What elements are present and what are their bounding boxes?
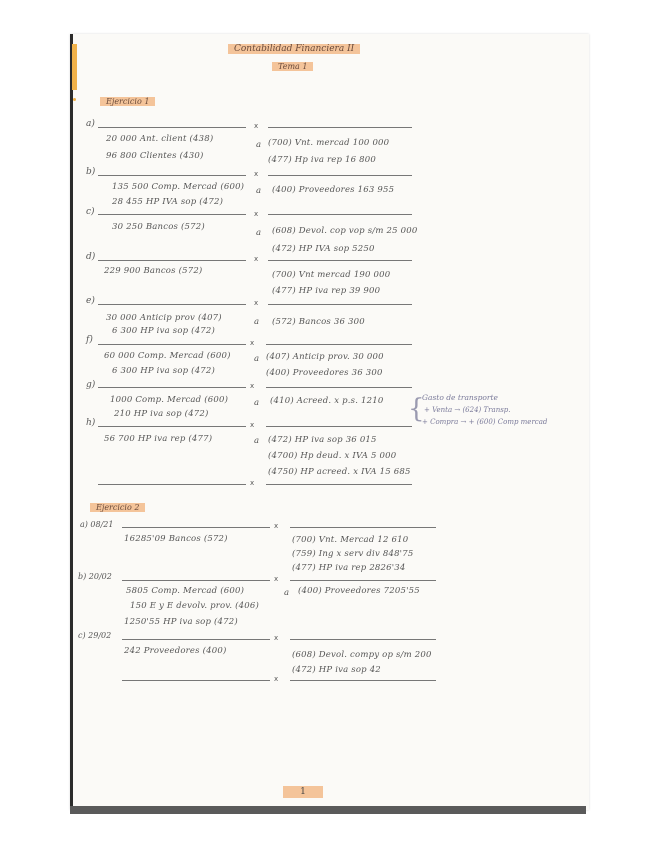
entry2-c-rule-left [122, 639, 270, 640]
entry2-c-close-rule-left [122, 680, 270, 681]
entry2-a-credit-3: (477) HP iva rep 2826'34 [292, 563, 406, 573]
note-line-3: + Compra → + (600) Comp mercad [422, 418, 548, 426]
page-title: Contabilidad Financiera II [228, 44, 360, 54]
entry-e-credit-1: (572) Bancos 36 300 [272, 317, 365, 327]
entry-c-a: a [256, 228, 262, 238]
note-line-1: Gasto de transporte [422, 393, 498, 402]
entry-b-x: x [254, 170, 259, 178]
entry-f-debit-1: 60 000 Comp. Mercad (600) [104, 351, 231, 361]
entry-d-rule-left [98, 260, 246, 261]
entry-g-x: x [250, 382, 255, 390]
entry-a-debit-1: 20 000 Ant. client (438) [106, 134, 214, 144]
entry-h-a: a [254, 436, 260, 446]
entry-h-credit-2: (4700) Hp deud. x IVA 5 000 [268, 451, 397, 461]
entry-a-credit-1: (700) Vnt. mercad 100 000 [268, 138, 390, 148]
entry-f-x: x [250, 339, 255, 347]
entry-c-rule-right [268, 214, 412, 215]
entry2-c-credit-2: (472) HP iva sop 42 [292, 665, 381, 675]
page-bottom-edge [70, 806, 586, 814]
entry-e-rule-left [98, 304, 246, 305]
entry-a-rule-left [98, 127, 246, 128]
entry-h-rule-right [266, 426, 412, 427]
entry-d-credit-1: (700) Vnt mercad 190 000 [272, 270, 391, 280]
entry-f-rule-right [266, 344, 412, 345]
entry2-a-rule-right [290, 527, 436, 528]
exercise-2-title: Ejercicio 2 [90, 503, 145, 512]
entry-a-credit-2: (477) Hp iva rep 16 800 [268, 155, 376, 165]
entry-f-credit-1: (407) Anticip prov. 30 000 [266, 352, 384, 362]
entry-g-label: g) [86, 380, 96, 390]
entry-d-x: x [254, 255, 259, 263]
entry2-b-debit-1: 5805 Comp. Mercad (600) [126, 586, 245, 596]
entry-b-rule-left [98, 175, 246, 176]
entry-h-credit-3: (4750) HP acreed. x IVA 15 685 [268, 467, 411, 477]
entry-a-rule-right [268, 127, 412, 128]
entry-h-x: x [250, 421, 255, 429]
entry-a-x: x [254, 122, 259, 130]
entry2-c-close-x: x [274, 675, 279, 683]
entry-g-rule-left [98, 387, 246, 388]
entry-e-debit-2: 6 300 HP iva sop (472) [112, 326, 216, 336]
entry-h-label: h) [86, 418, 96, 428]
entry-g-debit-2: 210 HP iva sop (472) [114, 409, 209, 419]
entry-e-x: x [254, 299, 259, 307]
entry-f-label: f) [86, 335, 93, 345]
entry2-a-debit-1: 16285'09 Bancos (572) [124, 534, 228, 544]
entry2-b-rule-left [122, 580, 270, 581]
entry-h-credit-1: (472) HP iva sop 36 015 [268, 435, 377, 445]
entry-h-close-rule-left [98, 484, 246, 485]
entry-c-x: x [254, 210, 259, 218]
page-subtitle: Tema 1 [272, 62, 313, 71]
entry2-a-x: x [274, 522, 279, 530]
entry2-a-credit-2: (759) Ing x serv div 848'75 [292, 549, 414, 559]
entry2-b-credit-1: (400) Proveedores 7205'55 [298, 586, 420, 596]
entry-f-a: a [254, 354, 260, 364]
entry-h-debit-1: 56 700 HP iva rep (477) [104, 434, 213, 444]
entry-b-debit-1: 135 500 Comp. Mercad (600) [112, 182, 245, 192]
entry-a-debit-2: 96 800 Clientes (430) [106, 151, 204, 161]
entry-e-rule-right [268, 304, 412, 305]
entry-f-rule-left [98, 344, 246, 345]
entry-d-credit-2: (477) HP iva rep 39 900 [272, 286, 381, 296]
entry2-b-rule-right [290, 580, 436, 581]
highlighter-edge-mark [72, 44, 77, 90]
entry-d-rule-right [268, 260, 412, 261]
entry2-c-rule-right [290, 639, 436, 640]
entry2-b-label: b) 20/02 [78, 572, 112, 581]
exercise-1-title: Ejercicio 1 [100, 97, 155, 106]
entry-e-a: a [254, 317, 260, 327]
entry-f-credit-2: (400) Proveedores 36 300 [266, 368, 383, 378]
entry2-b-x: x [274, 575, 279, 583]
entry2-a-credit-1: (700) Vnt. Mercad 12 610 [292, 535, 409, 545]
entry-g-debit-1: 1000 Comp. Mercad (600) [110, 395, 229, 405]
entry-c-rule-left [98, 214, 246, 215]
entry-c-credit-2: (472) HP IVA sop 5250 [272, 244, 375, 254]
note-line-2: + Venta → (624) Transp. [424, 406, 511, 414]
entry-e-debit-1: 30 000 Anticip prov (407) [106, 313, 222, 323]
entry-b-credit-1: (400) Proveedores 163 955 [272, 185, 395, 195]
entry-g-rule-right [266, 387, 412, 388]
entry-b-debit-2: 28 455 HP IVA sop (472) [112, 197, 224, 207]
page-number: 1 [283, 786, 323, 798]
note-brace: { [408, 394, 425, 424]
entry-d-debit-1: 229 900 Bancos (572) [104, 266, 203, 276]
entry2-b-a: a [284, 588, 290, 598]
entry-c-label: c) [86, 207, 95, 217]
entry-h-close-x: x [250, 479, 255, 487]
entry-a-label: a) [86, 119, 95, 129]
entry-c-credit-1: (608) Devol. cop vop s/m 25 000 [272, 226, 418, 236]
entry-e-label: e) [86, 296, 95, 306]
entry2-a-label: a) 08/21 [80, 520, 114, 529]
entry-h-rule-left [98, 426, 246, 427]
entry-b-label: b) [86, 167, 96, 177]
entry-g-a: a [254, 398, 260, 408]
entry2-c-credit-1: (608) Devol. compy op s/m 200 [292, 650, 432, 660]
entry-a-a: a [256, 140, 262, 150]
entry2-c-label: c) 29/02 [78, 631, 112, 640]
entry2-c-close-rule-right [290, 680, 436, 681]
entry-b-rule-right [268, 175, 412, 176]
entry2-c-debit-1: 242 Proveedores (400) [124, 646, 227, 656]
entry-h-close-rule-right [266, 484, 412, 485]
entry-b-a: a [256, 186, 262, 196]
entry2-c-x: x [274, 634, 279, 642]
entry-g-credit-1: (410) Acreed. x p.s. 1210 [270, 396, 384, 406]
margin-dot [73, 98, 76, 101]
entry2-b-debit-3: 1250'55 HP iva sop (472) [124, 617, 238, 627]
entry2-b-debit-2: 150 E y E devolv. prov. (406) [130, 601, 260, 611]
entry-c-debit-1: 30 250 Bancos (572) [112, 222, 205, 232]
entry-f-debit-2: 6 300 HP iva sop (472) [112, 366, 216, 376]
entry2-a-rule-left [122, 527, 270, 528]
entry-d-label: d) [86, 252, 96, 262]
